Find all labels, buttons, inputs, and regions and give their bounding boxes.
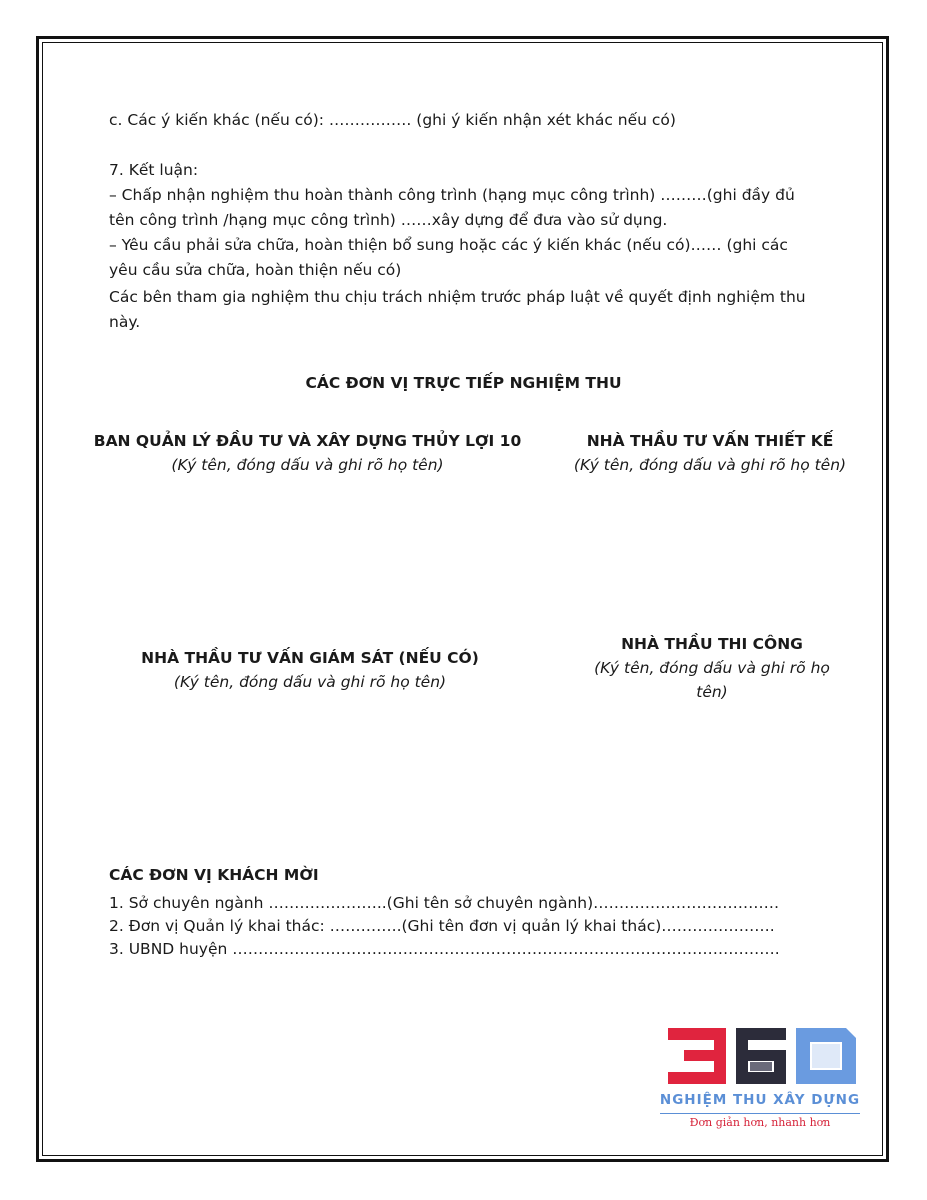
- guest-item: 3. UBND huyện …………………………………………………………………………………………….: [109, 940, 780, 958]
- brand-logo: [650, 1022, 870, 1137]
- signature-supervision-note: (Ký tên, đóng dấu và ghi rõ họ tên): [173, 673, 447, 691]
- signature-contractor-note-line2: tên): [696, 683, 728, 701]
- section-c-other-opinions: c. Các ý kiến khác (nếu có): ……………. (ghi ý kiến nhận xét khác nếu có): [109, 111, 676, 129]
- signature-contractor-title: NHÀ THẦU THI CÔNG: [621, 635, 803, 653]
- guests-title: CÁC ĐƠN VỊ KHÁCH MỜI: [109, 866, 319, 884]
- signature-supervision-consultant: [110, 646, 510, 694]
- signature-design-title: NHÀ THẦU TƯ VẤN THIẾT KẾ: [586, 432, 834, 450]
- signature-investor-title: BAN QUẢN LÝ ĐẦU TƯ VÀ XÂY DỰNG THỦY LỢI 10: [93, 432, 522, 450]
- logo-tagline: NGHIỆM THU XÂY DỰNG: [659, 1092, 861, 1108]
- signature-contractor-note-line1: (Ký tên, đóng dấu và ghi rõ họ: [594, 659, 830, 677]
- signature-design-note: (Ký tên, đóng dấu và ghi rõ họ tên): [573, 456, 847, 474]
- logo-digit-three: [668, 1028, 726, 1084]
- conclusion-request: – Yêu cầu phải sửa chữa, hoàn thiện bổ sung hoặc các ý kiến khác (nếu có)…… (ghi các yêu cầu sửa chữa, hoàn thiện nếu có): [109, 236, 788, 279]
- direct-units-title: CÁC ĐƠN VỊ TRỰC TIẾP NGHIỆM THU: [305, 374, 622, 392]
- conclusion-accept: – Chấp nhận nghiệm thu hoàn thành công trình (hạng mục công trình) ………(ghi đầy đủ tên công trình /hạng mục công trình) ……xây dựng để đưa vào sử dụng.: [109, 186, 795, 229]
- conclusion-heading: 7. Kết luận:: [109, 161, 199, 179]
- logo-digit-six: [736, 1028, 786, 1084]
- signature-investor: [70, 429, 545, 477]
- signature-design-consultant: [560, 429, 860, 477]
- conclusion-responsibility: Các bên tham gia nghiệm thu chịu trách nhiệm trước pháp luật về quyết định nghiệm thu này.: [109, 288, 806, 331]
- signature-supervision-title: NHÀ THẦU TƯ VẤN GIÁM SÁT (NẾU CÓ): [141, 649, 479, 667]
- logo-360-mark: [650, 1022, 870, 1088]
- guests-list: [109, 892, 821, 961]
- signature-investor-note: (Ký tên, đóng dấu và ghi rõ họ tên): [171, 456, 444, 474]
- guest-item: 1. Sở chuyên ngành …………………..(Ghi tên sở chuyên ngành)………………………………: [109, 894, 780, 912]
- guest-item: 2. Đơn vị Quản lý khai thác: …………..(Ghi tên đơn vị quản lý khai thác)………………….: [109, 917, 775, 935]
- logo-divider: [660, 1113, 860, 1114]
- logo-digit-zero: [796, 1028, 856, 1084]
- logo-slogan: Đơn giản hơn, nhanh hơn: [689, 1116, 831, 1129]
- signature-contractor: [572, 632, 852, 704]
